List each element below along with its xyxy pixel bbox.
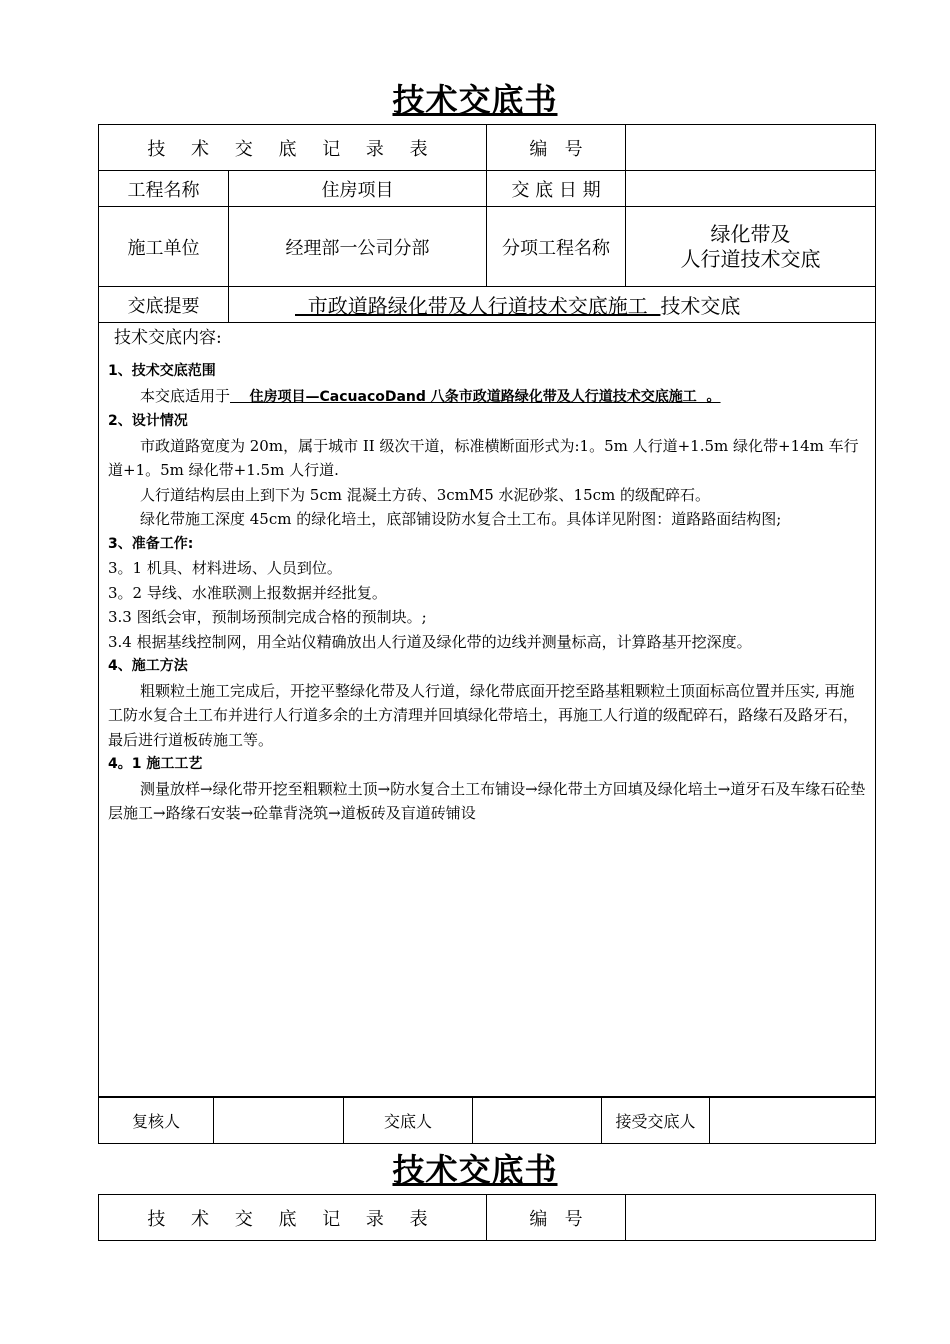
section-3-item-4: 3.4 根据基线控制网，用全站仪精确放出人行道及绿化带的边线并测量标高，计算路基开挖深度。 (108, 632, 752, 651)
section-1-text (108, 384, 867, 410)
section-4-title: 4、施工方法 (108, 658, 188, 674)
second-number-label: 编 号 (487, 1195, 626, 1241)
disclosure-date-label: 交 底 日 期 (487, 171, 626, 207)
section-1-scope: 住房项目—CacuacoDand 八条市政道路绿化带及人行道技术交底施工 。 (230, 388, 721, 405)
sub-project-value-line2: 人行道技术交底 (680, 246, 821, 271)
section-1-prefix: 本交底适用于 (140, 386, 231, 405)
second-number-value[interactable] (626, 1195, 876, 1241)
project-name-value[interactable]: 住房项目 (229, 171, 487, 207)
sub-project-value-line1: 绿化带及 (710, 221, 791, 246)
summary-value[interactable] (229, 287, 876, 323)
summary-underlined-text: 市政道路绿化带及人行道技术交底施工 (295, 294, 661, 318)
second-record-table (98, 1194, 876, 1241)
section-3-item-2: 3。2 导线、水准联测上报数据并经批复。 (108, 583, 387, 602)
construction-unit-label: 施工单位 (99, 207, 229, 287)
construction-unit-value[interactable]: 经理部一公司分部 (229, 207, 487, 287)
section-2-paragraph-2: 人行道结构层由上到下为 5cm 混凝土方砖、3cmM5 水泥砂浆、15cm 的级配碎石。 (140, 485, 711, 504)
disclosure-record-table (98, 124, 876, 1097)
section-2-paragraph-1: 市政道路宽度为 20m，属于城市 II 级次干道，标准横断面形式为:1。5m 人行道+1.5m 绿化带+14m 车行道+1。5m 绿化带+1.5m 人行道. (108, 436, 859, 479)
section-4-1-paragraph: 测量放样→绿化带开挖至粗颗粒土顶→防水复合土工布铺设→绿化带土方回填及绿化培土→道牙石及车缘石砼垫层施工→路缘石安装→砼靠背浇筑→道板砖及盲道砖铺设 (108, 779, 866, 822)
section-3-item-1: 3。1 机具、材料进场、人员到位。 (108, 559, 342, 577)
receiver-label: 接受交底人 (602, 1098, 710, 1144)
second-record-table-heading: 技 术 交 底 记 录 表 (99, 1195, 487, 1241)
summary-label: 交底提要 (99, 287, 229, 323)
record-table-heading: 技 术 交 底 记 录 表 (99, 125, 487, 171)
summary-tail-text: 技术交底 (660, 294, 741, 318)
disclosure-date-value[interactable] (626, 171, 876, 207)
content-label: 技术交底内容: (114, 328, 222, 348)
document-title: 技术交底书 (392, 81, 558, 119)
section-1-title: 1、技术交底范围 (108, 363, 216, 379)
number-value[interactable] (626, 125, 876, 171)
reviewer-label: 复核人 (99, 1098, 214, 1144)
section-2-title: 2、设计情况 (108, 413, 188, 429)
section-3-item-3: 3.3 图纸会审，预制场预制完成合格的预制块。; (108, 608, 427, 626)
signature-table (98, 1097, 876, 1144)
presenter-signature[interactable] (473, 1098, 602, 1144)
sub-project-value[interactable] (626, 207, 876, 287)
sub-project-label: 分项工程名称 (487, 207, 626, 287)
section-2-paragraph-3: 绿化带施工深度 45cm 的绿化培土，底部铺设防水复合土工布。具体详见附图：道路路面结构图; (140, 510, 782, 528)
section-3-title: 3、准备工作: (108, 535, 194, 552)
section-4-paragraph: 粗颗粒土施工完成后，开挖平整绿化带及人行道，绿化带底面开挖至路基粗颗粒土顶面标高位置并压实, 再施工防水复合土工布并进行人行道多余的土方清理并回填绿化带培土，再施工人行道的级配碎石，路缘石及路牙石，最后进行道板砖施工等。 (108, 681, 859, 749)
section-4-1-title: 4。1 施工工艺 (108, 756, 203, 772)
project-name-label: 工程名称 (99, 171, 229, 207)
second-document-title: 技术交底书 (392, 1151, 558, 1189)
receiver-signature[interactable] (710, 1098, 876, 1144)
reviewer-signature[interactable] (214, 1098, 344, 1144)
presenter-label: 交底人 (344, 1098, 473, 1144)
disclosure-content (99, 323, 876, 1097)
number-label: 编 号 (487, 125, 626, 171)
